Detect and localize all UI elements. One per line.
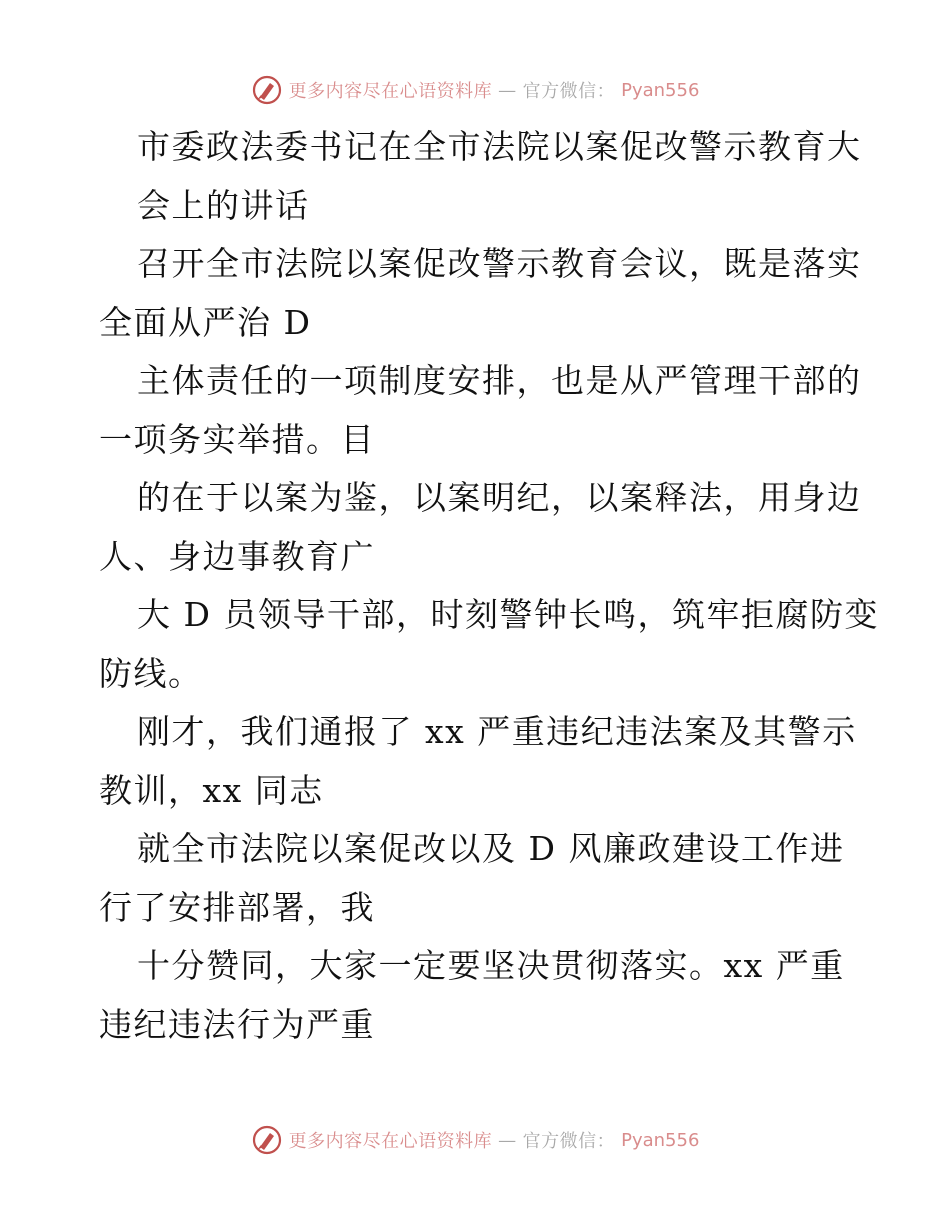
banner-dash: — — [498, 79, 517, 101]
pen-nib-circle-icon — [251, 74, 283, 106]
paragraph-line: 大 D 员领导干部，时刻警钟长鸣，筑牢拒腐防变 — [137, 595, 879, 634]
paragraph-line: 的在于以案为鉴，以案明纪，以案释法，用身边 — [137, 478, 862, 517]
paragraph-line: 召开全市法院以案促改警示教育会议，既是落实 — [137, 244, 862, 283]
paragraph-line: 防线。 — [99, 653, 203, 693]
banner-wechat-id: Pyan556 — [621, 79, 700, 101]
header-watermark-banner — [0, 70, 950, 110]
banner-wechat-label: 官方微信： — [522, 81, 616, 102]
paragraph-line: 全面从严治 D — [99, 302, 312, 342]
document-body — [99, 118, 879, 1054]
paragraph-line: 主体责任的一项制度安排，也是从严管理干部的 — [137, 361, 862, 400]
paragraph-line: 教训，xx 同志 — [99, 770, 324, 810]
banner-dash: — — [498, 1129, 517, 1151]
title-line-2: 会上的讲话 — [137, 185, 310, 225]
paragraph-line: 就全市法院以案促改以及 D 风廉政建设工作进 — [137, 829, 845, 868]
paragraph-line: 十分赞同，大家一定要坚决贯彻落实。xx 严重 — [137, 946, 845, 985]
banner-main-text: 更多内容尽在心语资料库 — [288, 81, 493, 102]
paragraph-line: 行了安排部署，我 — [99, 887, 375, 927]
title-line-1: 市委政法委书记在全市法院以案促改警示教育大 — [137, 127, 862, 166]
footer-watermark-banner — [0, 1120, 950, 1160]
paragraph-line: 违纪违法行为严重 — [99, 1004, 375, 1044]
paragraph-line: 人、身边事教育广 — [99, 536, 375, 576]
paragraph-line: 一项务实举措。目 — [99, 419, 375, 459]
pen-nib-circle-icon — [251, 1124, 283, 1156]
paragraph-line: 刚才，我们通报了 xx 严重违纪违法案及其警示 — [137, 712, 857, 751]
banner-main-text: 更多内容尽在心语资料库 — [288, 1131, 493, 1152]
banner-wechat-id: Pyan556 — [621, 1129, 700, 1151]
banner-wechat-label: 官方微信： — [522, 1131, 616, 1152]
